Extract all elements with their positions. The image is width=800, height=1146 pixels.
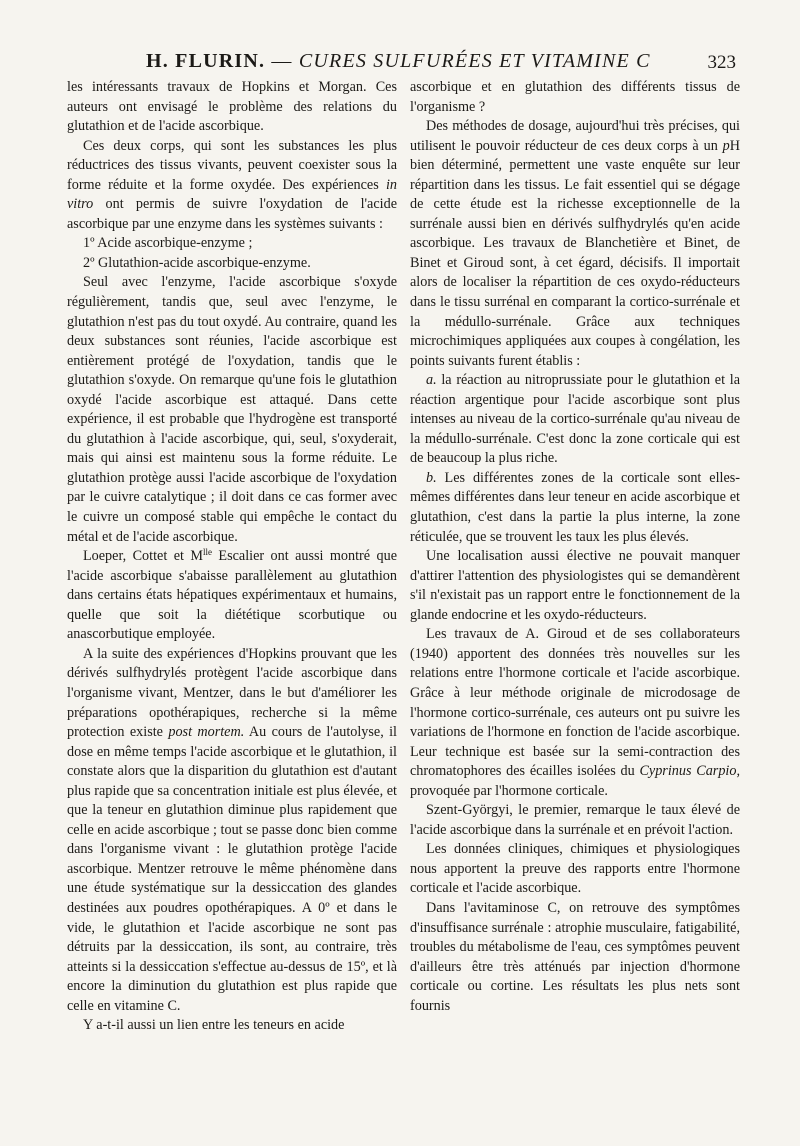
paragraph — [410, 625, 740, 801]
text-run: Les travaux de A. Giroud et de ses collaborateurs (1940) apportent des données très nouvelles sur les relations entre l'hormone corticale et l'acide ascorbique. Grâce à leur méthode originale de microdosage de l'hormone cortico-surrénale, ces auteurs ont pu suivre les variations de l'hormone en fonction de l'acide ascorbique. Leur technique est basée sur la semi-contraction des chromatophores des écailles isolées du — [410, 626, 740, 780]
superscript: lle — [202, 547, 212, 558]
title-dash: — — [265, 50, 299, 72]
paragraph: les intéressants travaux de Hopkins et Morgan. Ces auteurs ont envisagé le problème des relations du glutathion et de l'acide ascorbique. — [67, 79, 397, 135]
paragraph — [67, 645, 397, 1016]
list-item: 2º Glutathion-acide ascorbique-enzyme. — [83, 254, 311, 271]
paragraph — [67, 547, 397, 645]
paragraph: Les données cliniques, chimiques et physiologiques nous apportent la preuve des rapports entre l'hormone corticale et l'acide ascorbique. — [410, 841, 740, 897]
list-item: 1º Acide ascorbique-enzyme ; — [83, 235, 253, 252]
text-run: ont permis de suivre l'oxydation de l'acide ascorbique par une enzyme dans les systèmes suivants : — [67, 196, 397, 232]
paragraph: Dans l'avitaminose C, on retrouve des symptômes d'insuffisance surrénale : atrophie musculaire, fatigabilité, troubles du métabolisme de l'eau, ces symptômes peuvent d'ailleurs être très atténués par injection d'hormone corticale ou cortine. Les résultats les plus nets sont fournis — [410, 899, 740, 1014]
text-run: Ces deux corps, qui sont les substances les plus réductrices des tissus vivants, peuvent coexister sous la forme réduite et la forme oxydée. Des expériences — [67, 137, 397, 193]
page-header — [62, 50, 736, 80]
item-label: a. — [426, 372, 437, 389]
paragraph: Seul avec l'enzyme, l'acide ascorbique s'oxyde régulièrement, tandis que, seul avec l'enzyme, le glutathion n'est pas du tout oxydé. Au contraire, quand les deux substances sont réunies, l'acide ascorbique est entièrement protégé de l'oxydation, tandis que le glutathion s'oxyde. On remarque qu'une fois le glutathion oxydé l'acide ascorbique est attaqué. Dans cette expérience, il est probable que l'hydrogène est transporté du glutathion à l'acide ascorbique, qui, seul, s'oxyderait, mais qui ainsi est maintenu sous la forme réduite. Le glutathion protège aussi l'acide ascorbique de l'oxydation par le cuivre catalytique ; il doit dans ce cas former avec le cuivre un composé stable qui empêche le contact du métal et de l'acide ascorbique. — [67, 274, 397, 545]
paragraph — [410, 117, 740, 371]
article-title: CURES SULFURÉES ET VITAMINE C — [298, 50, 651, 72]
italic-text: p — [722, 137, 730, 154]
page-number: 323 — [707, 52, 736, 73]
item-label: b. — [426, 469, 437, 486]
left-column — [67, 78, 397, 1036]
paragraph: Szent-Györgyi, le premier, remarque le taux élevé de l'acide ascorbique dans la surrénale et en prévoit l'action. — [410, 802, 740, 838]
italic-text: post mortem. — [168, 724, 245, 741]
paragraph — [410, 371, 740, 469]
paragraph: ascorbique et en glutathion des différents tissus de l'organisme ? — [410, 79, 740, 115]
text-run: la réaction au nitroprussiate pour le glutathion et la réaction argentique pour l'acide ascorbique sont plus intenses au niveau de la cortico-surrénale qu'au niveau de la médullo-surrénale. C'est donc la zone corticale qui est de beaucoup la plus riche. — [410, 372, 740, 467]
author-name: H. FLURIN. — [146, 50, 266, 72]
paragraph: Une localisation aussi élective ne pouvait manquer d'attirer l'attention des physiologistes qui se demandèrent s'il n'existait pas un rapport entre le fonctionnement de la glande endocrine et les oxydo-réducteurs. — [410, 548, 740, 623]
text-run: Des méthodes de dosage, aujourd'hui très précises, qui utilisent le pouvoir réducteur de ces deux corps à un — [410, 118, 740, 154]
running-title — [146, 50, 651, 73]
text-run: provoquée par l'hormone corticale. — [410, 782, 608, 799]
paragraph — [410, 469, 740, 547]
text-run: H bien déterminé, permettent une vaste enquête sur leur répartition dans les tissus. Le fait essentiel qui se dégage de cette étude est la richesse exceptionnelle de la surrénale aussi bien en dérivés sulfhydrylés qu'en acide ascorbique. Les travaux de Blanchetière et Binet, de Binet et Giroud sont, à cet égard, décisifs. Il importait alors de localiser la répartition de ces oxydo-réducteurs dans le tissu surrénal en comparant la cortico-surrénale et la médullo-surrénale. Grâce aux techniques microchimiques appliquées aux coupes à congélation, les points suivants furent établis : — [410, 137, 740, 369]
right-column — [410, 78, 740, 1016]
text-run: A la suite des expériences d'Hopkins prouvant que les dérivés sulfhydrylés protègent l'acide ascorbique dans l'organisme vivant, Mentzer, dans le but d'améliorer les préparations opothérapiques, recherche si la même protection existe — [67, 645, 397, 741]
italic-text: Cyprinus Carpio, — [639, 763, 740, 780]
text-run: Les différentes zones de la corticale sont elles-mêmes différentes dans leur teneur en acide ascorbique et glutathion, c'est dans la partie la plus interne, la zone réticulée, que se trouvent les taux les plus élevés. — [410, 469, 740, 545]
italic-text: in vitro — [67, 176, 397, 213]
text-run: Au cours de l'autolyse, il dose en même temps l'acide ascorbique et le glutathion, il constate alors que la disparition du glutathion est d'autant plus rapide que sa concentration initiale est plus élevée, et que la teneur en glutathion diminue plus rapidement que celle en acide ascorbique ; tout se passe donc bien comme dans l'organisme vivant : le glutathion protège l'acide ascorbique. Mentzer retrouve le même phénomène dans une étude systématique sur la dessiccation des glandes destinées aux poudres opothérapiques. A 0º et dans le vide, le glutathion et l'acide ascorbique ne sont pas détruits par la dessiccation, ils sont, au contraire, très atteints si la dessiccation s'effectue au-dessus de 15º, et là encore la diminution du glutathion est plus rapide que celle en vitamine C. — [67, 724, 398, 1014]
paragraph: Y a-t-il aussi un lien entre les teneurs en acide — [83, 1017, 345, 1034]
text-run: Loeper, Cottet et M — [83, 548, 203, 565]
paragraph — [67, 137, 397, 235]
text-run: Escalier ont aussi montré que l'acide ascorbique s'abaisse parallèlement au glutathion dans certains états hépatiques expérimentaux et humains, quelle que soit la diététique scorbutique ou anascorbutique employée. — [67, 548, 397, 643]
